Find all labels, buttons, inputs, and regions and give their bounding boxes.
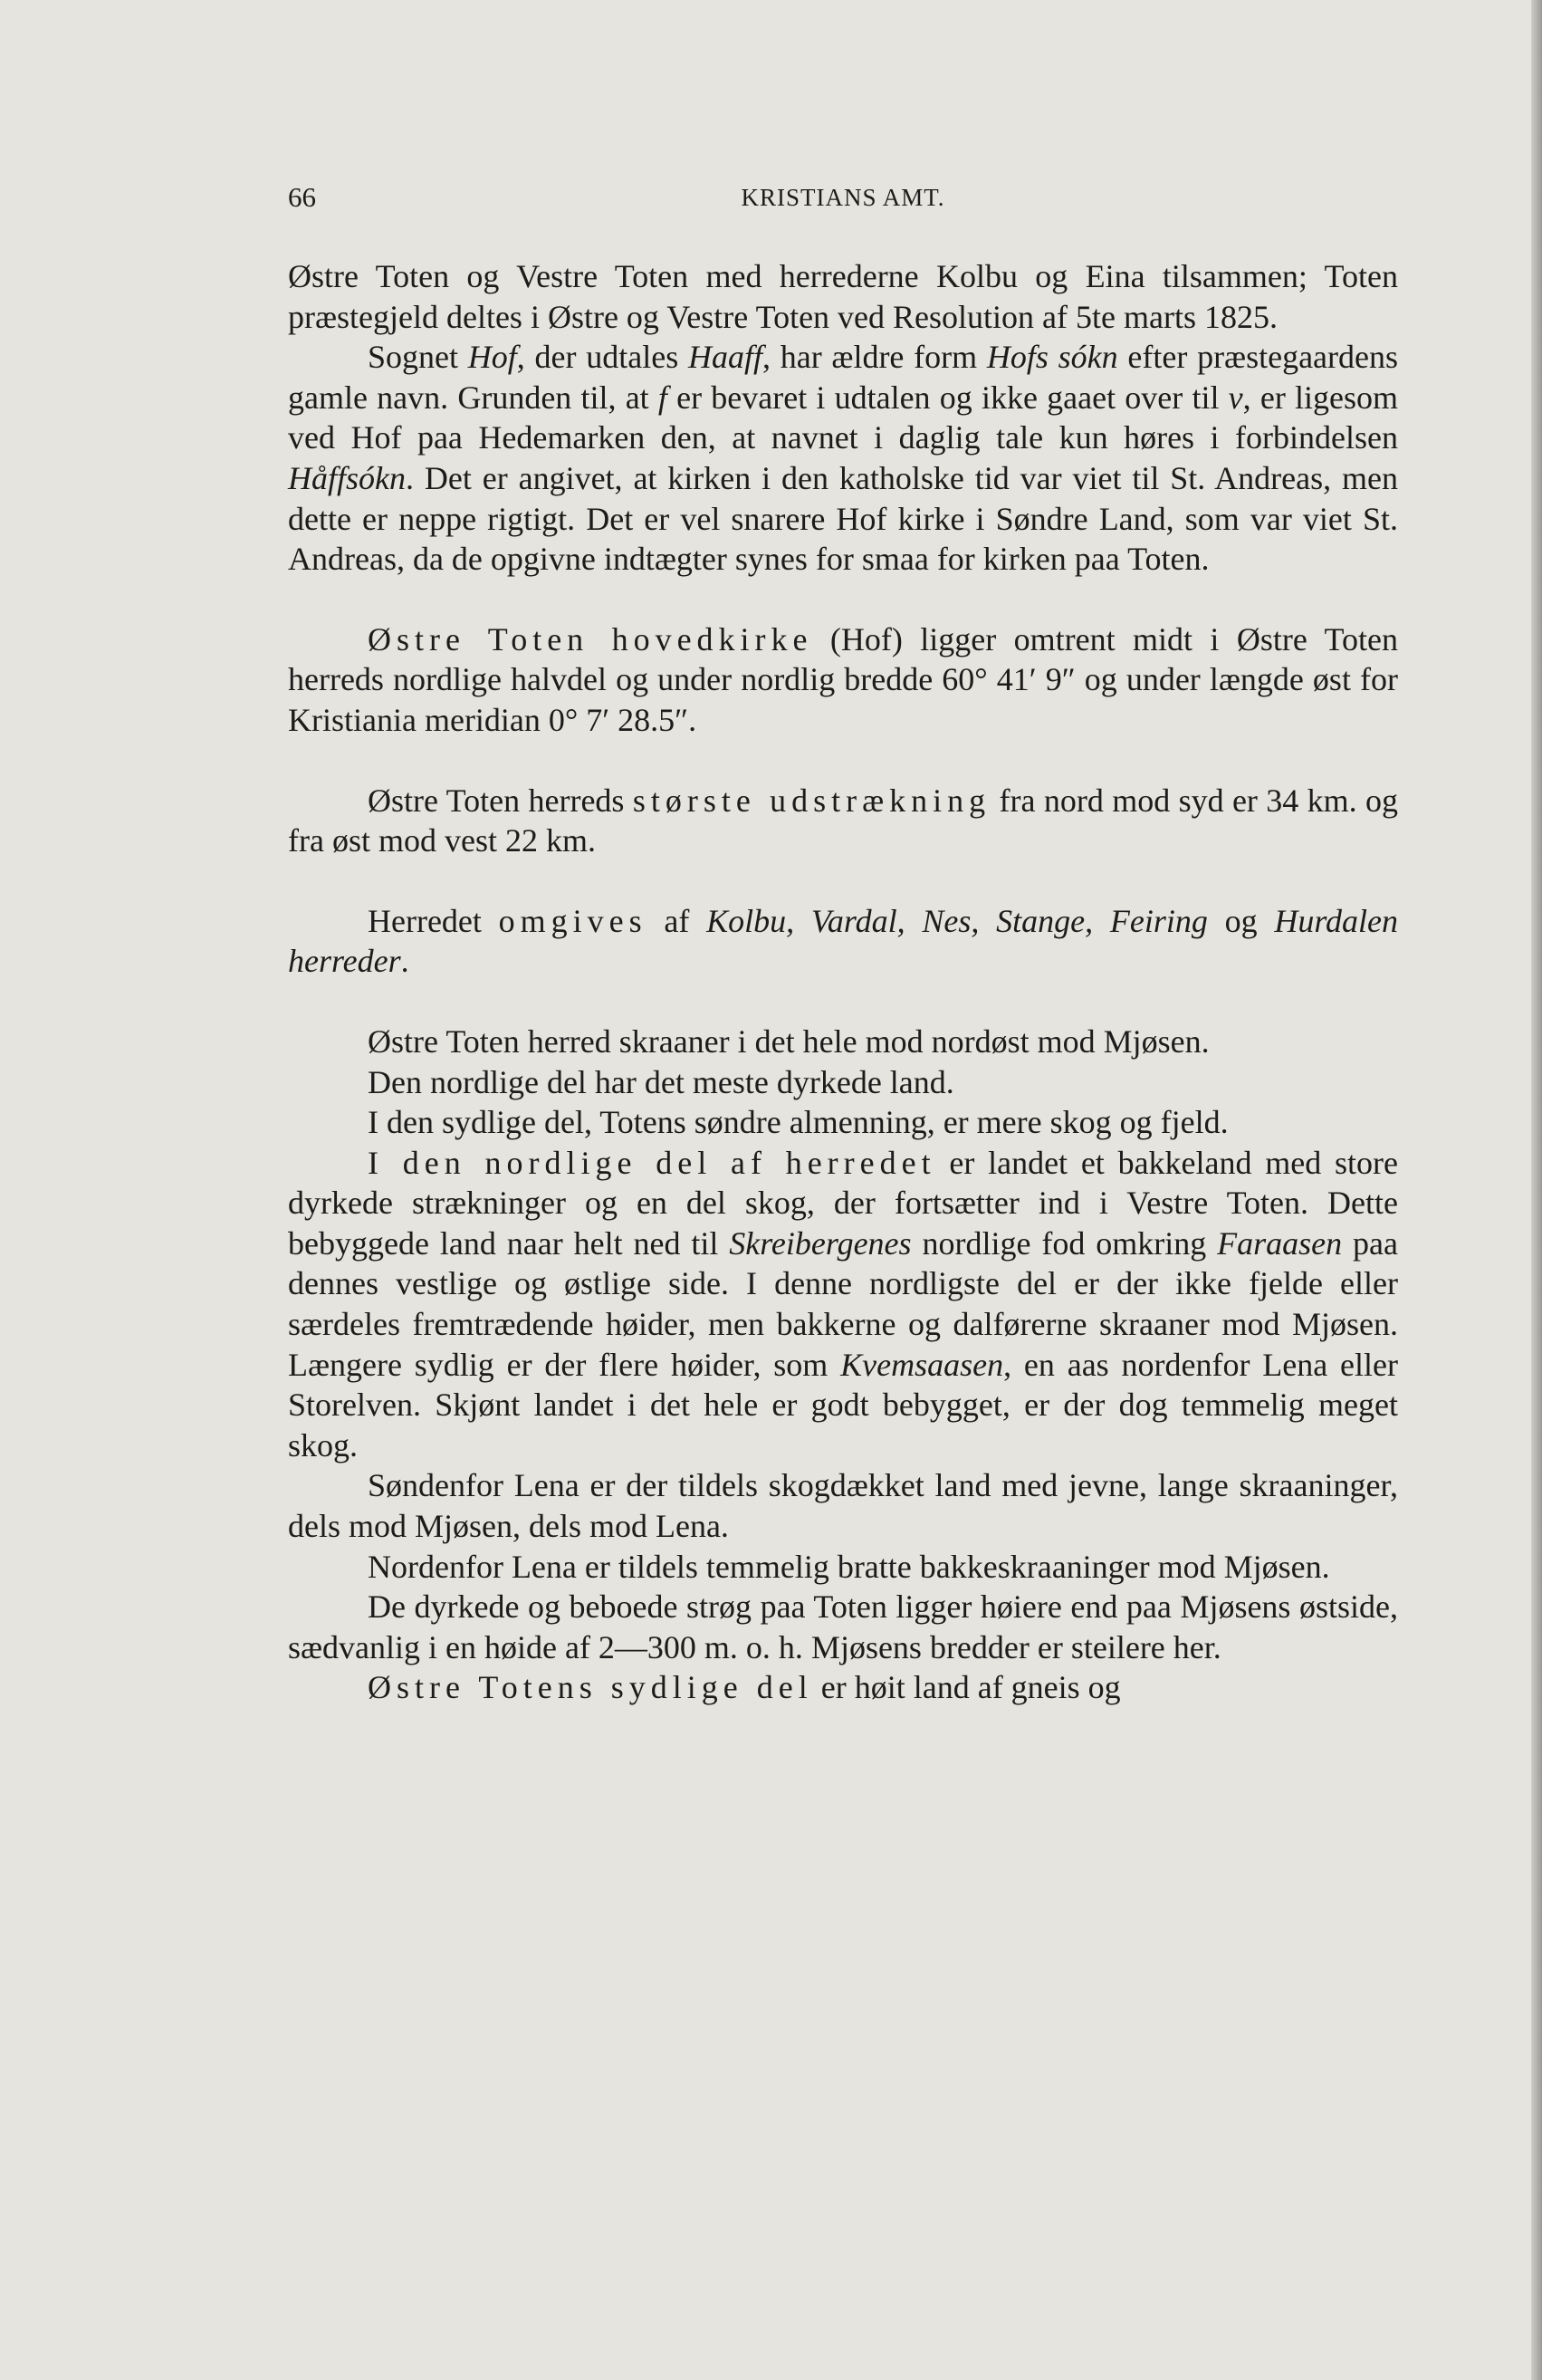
italic-term: Håffsókn bbox=[288, 459, 406, 496]
italic-term: Hurdalen herreder bbox=[288, 902, 1399, 980]
italic-term: Hof bbox=[467, 339, 517, 376]
paragraph-4 bbox=[288, 781, 1398, 861]
text-run: af bbox=[646, 902, 707, 939]
paragraph-9 bbox=[288, 1143, 1398, 1466]
paragraph-11 bbox=[288, 1547, 1398, 1588]
text-run: og bbox=[1207, 902, 1275, 939]
spaced-heading: omgives bbox=[498, 902, 647, 939]
text-run: . Det er angivet, at kirken i den katholske tid var viet til St. Andreas, men dette er neppe rigtigt. Det er vel snarere Hof kirke i Søndre Land, som var viet St. Andreas, da de opgivne indtægter synes for smaa for kirken paa Toten. bbox=[288, 459, 1398, 578]
text-run: , er ligesom ved Hof paa Hedemarken den, at navnet i daglig tale kun høres i forbindelsen bbox=[288, 379, 1399, 456]
text-run: , en aas nordenfor Lena eller Storelven. Skjønt landet i det hele er godt bebygget, er der dog temmelig meget skog. bbox=[288, 1346, 1398, 1464]
paragraph-12 bbox=[288, 1587, 1398, 1667]
text-run: er høit land af gneis og bbox=[812, 1669, 1121, 1706]
text-run: er landet et bakkeland med store dyrkede strækninger og en del skog, der fortsætter ind i Vestre Toten. Dette bebyggede land naar helt ned til bbox=[288, 1144, 1398, 1262]
text-run: efter præstegaardens gamle navn. Grunden til, at bbox=[288, 339, 1398, 416]
paragraph-1 bbox=[288, 256, 1398, 337]
italic-term: Haaff bbox=[687, 339, 762, 376]
paragraph-13 bbox=[288, 1667, 1398, 1708]
text-run: , har ældre form bbox=[761, 339, 987, 376]
italic-term: v bbox=[1228, 379, 1243, 416]
text-run: Herredet bbox=[368, 902, 499, 939]
body-text bbox=[288, 256, 1398, 1708]
italic-term: Skreibergenes bbox=[729, 1224, 912, 1262]
text-run: nordlige fod omkring bbox=[911, 1224, 1218, 1262]
spaced-heading: Østre Totens sydlige del bbox=[368, 1669, 813, 1706]
spaced-heading: Østre Toten hovedkirke bbox=[368, 620, 813, 657]
italic-term: Kolbu, Vardal, Nes, Stange, Feiring bbox=[706, 902, 1208, 939]
text-run: . bbox=[400, 943, 409, 980]
paragraph-7 bbox=[288, 1062, 1398, 1103]
paragraph-6 bbox=[288, 1022, 1398, 1062]
text-run: fra nord mod syd er 34 km. og fra øst mod vest 22 km. bbox=[288, 782, 1398, 859]
text-run: Østre Toten herreds bbox=[368, 782, 633, 819]
spaced-heading: største udstrækning bbox=[632, 782, 991, 819]
text-run: (Hof) ligger omtrent midt i Østre Toten herreds nordlige halvdel og under nordlig bredde 60° 41′ 9″ og under længde øst for Kristiania meridian 0° 7′ 28.5″. bbox=[288, 620, 1398, 738]
text-run: , der udtales bbox=[516, 339, 688, 376]
paragraph-text: I den sydlige del, Totens søndre almenning, er mere skog og fjeld. bbox=[368, 1104, 1229, 1141]
paragraph-text: Søndenfor Lena er der tildels skogdækket land med jevne, lange skraaninger, dels mod Mjøsen, dels mod Lena. bbox=[288, 1467, 1398, 1545]
paragraph-text: De dyrkede og beboede strøg paa Toten ligger høiere end paa Mjøsens østside, sædvanlig i en høide af 2—300 m. o. h. Mjøsens bredder er steilere her. bbox=[288, 1588, 1398, 1665]
italic-term: Faraasen bbox=[1217, 1224, 1343, 1262]
spaced-heading: I den nordlige del af herredet bbox=[368, 1144, 936, 1181]
running-head: KRISTIANS AMT. bbox=[741, 184, 945, 211]
paragraph-text: Nordenfor Lena er tildels temmelig bratte bakkeskraaninger mod Mjøsen. bbox=[368, 1548, 1330, 1585]
text-run: paa dennes vestlige og østlige side. I denne nordligste del er der ikke fjelde eller særdeles fremtrædende høider, men bakkerne og dalførerne skraaner mod Mjøsen. Længere sydlig er der flere høider, som bbox=[288, 1224, 1399, 1383]
italic-term: Kvemsaasen bbox=[840, 1346, 1004, 1383]
paragraph-5 bbox=[288, 901, 1398, 982]
italic-term: f bbox=[657, 379, 667, 416]
paragraph-text: Den nordlige del har det meste dyrkede land. bbox=[368, 1063, 954, 1100]
paragraph-3 bbox=[288, 619, 1398, 741]
text-run: Sognet bbox=[368, 339, 468, 376]
page-number: 66 bbox=[288, 181, 316, 213]
paragraph-8 bbox=[288, 1102, 1398, 1143]
text-run: er bevaret i udtalen og ikke gaaet over til bbox=[666, 379, 1229, 416]
page-edge-shadow bbox=[1531, 0, 1542, 2380]
paragraph-text: Østre Toten herred skraaner i det hele mod nordøst mod Mjøsen. bbox=[368, 1022, 1210, 1060]
paragraph-10 bbox=[288, 1465, 1398, 1546]
page-header bbox=[288, 181, 1398, 226]
italic-term: Hofs sókn bbox=[986, 339, 1118, 376]
paragraph-text: Østre Toten og Vestre Toten med herrederne Kolbu og Eina tilsammen; Toten præstegjeld deltes i Østre og Vestre Toten ved Resolution af 5te marts 1825. bbox=[288, 258, 1398, 335]
paragraph-2 bbox=[288, 337, 1398, 580]
